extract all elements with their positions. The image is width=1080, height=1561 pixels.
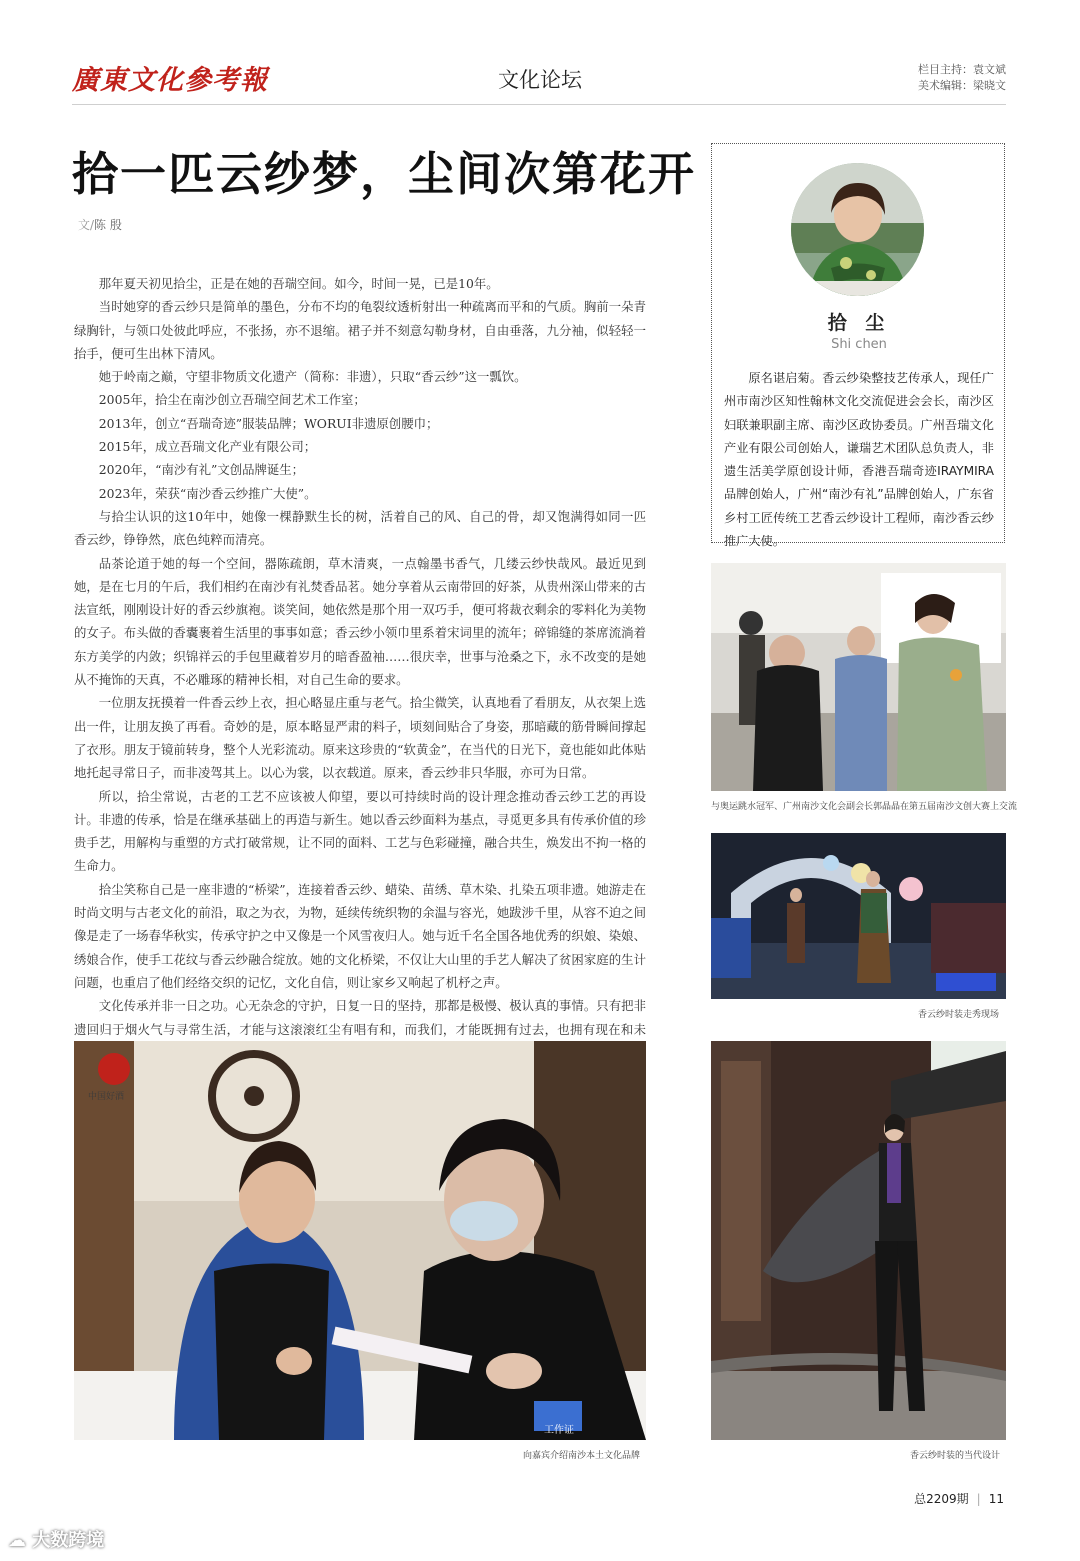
article-paragraph: 品茶论道于她的每一个空间，器陈疏朗，草木清爽，一点翰墨书香气，几缕云纱快哉风。最近见到她，是在七月的午后，我们相约在南沙有礼焚香品茗。她分享着从云南带回的好茶，从贵州深山带来的古法宣纸，刚刚设计好的香云纱旗袍。谈笑间，她依然是那个用一双巧手，便可将裁衣剩余的零料化为美物的女子。布头做的香囊裹着生活里的事事如意；香云纱小领巾里系着宋词里的流年；碎锦缝的茶席流淌着东方美学的内敛；织锦祥云的手包里藏着岁月的暗香盈袖……很庆幸，世事与沧桑之下，永不改变的是她从不掩饰的天真，不必雕琢的精神长相，对自己生命的要求。 [74,555,646,688]
profile-bio [724,367,994,553]
article-paragraph: 2015年，成立吾瑞文化产业有限公司； [98,439,317,455]
photo-introduce-brand [74,1041,646,1440]
column-credits [918,62,1006,94]
article-paragraph: 所以，拾尘常说，古老的工艺不应该被人仰望，要以可持续时尚的设计理念推动香云纱工艺的再设计。非遗的传承，恰是在继承基础上的再造与新生。她以香云纱面料为基点，寻觅更多具有传承价值的珍贵手艺，用解构与重塑的方式打破常规，让不同的面料、工艺与色彩碰撞，融合共生，焕发出不拘一格的生命力。 [74,788,646,874]
article-title: 拾一匹云纱梦，尘间次第花开 [72,147,696,201]
byline-author: 陈 殷 [94,218,122,232]
page-number: 11 [988,1492,1004,1506]
profile-box [711,143,1005,549]
photo-caption: 香云纱时装的当代设计 [910,1451,1001,1461]
profile-bio-text: 原名谌启菊。香云纱染整技艺传承人，现任广州市南沙区知性翰林文化交流促进会会长，南沙区妇联兼职副主席、南沙区政协委员。广州吾瑞文化产业有限公司创始人，谦瑞艺术团队总负责人，非遗生活美学原创设计师，香港吾瑞奇迹IRAYMIRA品牌创始人，广州“南沙有礼”品牌创始人，广东省乡村工匠传统工艺香云纱设计工程师，南沙香云纱推广大使。 [724,371,994,549]
photo-logo-text: 中国好酒 [88,1092,125,1102]
photo-caption: 与奥运跳水冠军、广州南沙文化会副会长郭晶晶在第五届南沙文创大赛上交流 [711,802,1018,812]
article-paragraph: 2013年，创立“吾瑞奇迹”服装品牌；WORUI非遗原创腰巾； [98,415,439,431]
credit-art-editor: 美术编辑：梁晓文 [918,79,1006,92]
issue-number: 总2209期 [914,1492,969,1506]
article-body [74,272,646,1064]
photo-caption: 香云纱时装走秀现场 [918,1010,1000,1020]
watermark-text: 大数跨境 [32,1530,105,1551]
article-paragraph: 一位朋友抚摸着一件香云纱上衣，担心略显庄重与老气。拾尘微笑，认真地看了看朋友，从衣架上选出一件，让朋友换了再看。奇妙的是，原本略显严肃的料子，顷刻间贴合了身姿，那暗藏的筋骨瞬间撑起了衣形。朋友于镜前转身，整个人光彩流动。原来这珍贵的“软黄金”，在当代的日光下，竟也能如此体贴地托起寻常日子，而非凌驾其上。以心为裳，以衣载道。原来，香云纱非只华服，亦可为日常。 [74,695,646,781]
header-divider [72,104,1006,105]
portrait-photo [791,163,924,296]
article-paragraph: 与拾尘认识的这10年中，她像一棵静默生长的树，活着自己的风、自己的骨，却又饱满得如同一匹香云纱，铮铮然，底色纯粹而清亮。 [74,508,646,548]
profile-avatar [791,163,924,296]
article-paragraph: 那年夏天初见拾尘，正是在她的吾瑞空间。如今，时间一晃，已是10年。 [98,276,499,291]
article-paragraph: 当时她穿的香云纱只是简单的墨色，分布不均的龟裂纹透析射出一种疏离而平和的气质。胸前一朵青绿胸针，与领口处彼此呼应，不张扬，亦不退缩。裙子并不刻意勾勒身材，自由垂落，九分袖，似轻轻一抬手，便可生出林下清风。 [74,299,646,361]
photo-fashion-show [711,833,1006,999]
footer-separator: | [976,1492,981,1506]
photo-caption: 向嘉宾介绍南沙本土文化品牌 [523,1451,641,1461]
watermark-icon: ☁ [8,1530,33,1551]
article-paragraph: 2020年，“南沙有礼”文创品牌诞生； [98,462,305,478]
profile-name: 拾 尘 [827,312,891,334]
masthead-logo: 廣東文化參考報 [72,65,268,96]
photo-contemporary-design [711,1041,1006,1440]
byline-prefix: 文/ [78,218,95,232]
photo-exchange [711,563,1006,791]
article-paragraph: 2005年，拾尘在南沙创立吾瑞空间艺术工作室； [98,392,366,408]
section-title: 文化论坛 [498,68,582,92]
profile-name-en: Shi chen [831,337,887,352]
photo-badge-text: 工作证 [544,1425,574,1436]
article-paragraph: 2023年，荣获“南沙香云纱推广大使”。 [98,485,317,501]
page-footer [914,1490,1004,1507]
article-paragraph: 文化传承并非一日之功。心无杂念的守护，日复一日的坚持，那都是极慢、极认真的事情。只有把非遗回归于烟火气与寻常生活，才能与这滚滚红尘有唱有和，而我们，才能既拥有过去，也拥有现在和未 [74,998,646,1037]
article-paragraph: 她于岭南之巅，守望非物质文化遗产（简称：非遗），只取“香云纱”这一瓢饮。 [98,369,527,385]
credit-host: 栏目主持：袁文斌 [918,63,1006,76]
watermark [8,1526,104,1552]
byline [78,216,122,233]
article-paragraph: 拾尘笑称自己是一座非遗的“桥梁”，连接着香云纱、蜡染、苗绣、草木染、扎染五项非遗。她游走在时尚文明与古老文化的前沿，取之为衣，为物，延续传统织物的余温与容光，她跋涉千里，从容不迫之间像是走了一场春华秋实，传承守护之中又像是一个风雪夜归人。她与近千名全国各地优秀的织娘、染娘、绣娘合作，使手工花纹与香云纱融合绽放。她的文化桥梁，不仅让大山里的手艺人解决了贫困家庭的生计问题，也重启了他们经络交织的记忆，文化自信，则让家乡又响起了机杼之声。 [74,881,646,990]
